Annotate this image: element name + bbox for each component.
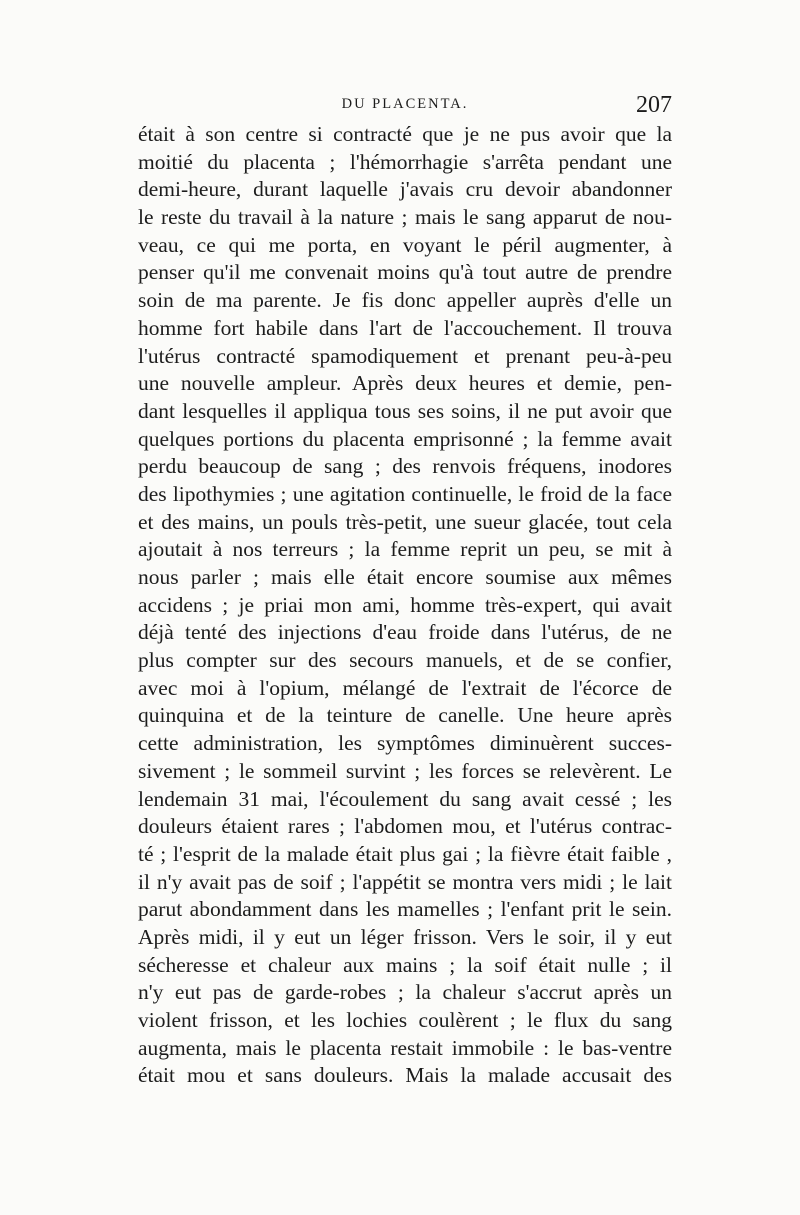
text-line: quelques portions du placenta emprisonné ; la femme avait (138, 426, 672, 451)
text-line: Après midi, il y eut un léger frisson. Vers le soir, il y eut (138, 924, 672, 949)
text-line: lendemain 31 mai, l'écoulement du sang avait cessé ; les (138, 786, 672, 811)
text-line: il n'y avait pas de soif ; l'appétit se montra vers midi ; le lait (138, 869, 672, 894)
text-line: dant lesquelles il appliqua tous ses soins, il ne put avoir que (138, 398, 672, 423)
text-line: était à son centre si contracté que je ne pus avoir que la (138, 122, 672, 146)
text-line: cette administration, les symptômes diminuèrent succes- (138, 731, 672, 756)
text-line: avec moi à l'opium, mélangé de l'extrait de l'écorce de (138, 675, 672, 700)
text-line: demi-heure, durant laquelle j'avais cru devoir abandonner (138, 177, 672, 202)
text-line: parut abondamment dans les mamelles ; l'enfant prit le sein. (138, 897, 672, 922)
text-line: augmenta, mais le placenta restait immobile : le bas-ventre (138, 1035, 672, 1060)
text-line: était mou et sans douleurs. Mais la malade accusait des (138, 1063, 672, 1088)
text-line: quinquina et de la teinture de canelle. Une heure après (138, 703, 672, 728)
text-line: sivement ; le sommeil survint ; les forces se relevèrent. Le (138, 758, 672, 783)
text-line: perdu beaucoup de sang ; des renvois fréquens, inodores (138, 454, 672, 479)
text-line: déjà tenté des injections d'eau froide dans l'utérus, de ne (138, 620, 672, 645)
text-line: des lipothymies ; une agitation continuelle, le froid de la face (138, 481, 672, 506)
text-line: le reste du travail à la nature ; mais le sang apparut de nou- (138, 205, 672, 230)
text-line: plus compter sur des secours manuels, et de se confier, (138, 648, 672, 673)
text-line: moitié du placenta ; l'hémorrhagie s'arrêta pendant une (138, 149, 672, 174)
text-line: l'utérus contracté spamodiquement et prenant peu-à-peu (138, 343, 672, 368)
text-line: penser qu'il me convenait moins qu'à tout autre de prendre (138, 260, 672, 285)
page-number: 207 (636, 92, 672, 118)
text-line: n'y eut pas de garde-robes ; la chaleur s'accrut après un (138, 980, 672, 1005)
text-line: ajoutait à nos terreurs ; la femme reprit un peu, se mit à (138, 537, 672, 562)
text-line: douleurs étaient rares ; l'abdomen mou, et l'utérus contrac- (138, 814, 672, 839)
text-line: et des mains, un pouls très-petit, une sueur glacée, tout cela (138, 509, 672, 534)
body-text (138, 121, 672, 1090)
text-line: té ; l'esprit de la malade était plus gai ; la fièvre était faible , (138, 841, 672, 866)
text-line: nous parler ; mais elle était encore soumise aux mêmes (138, 565, 672, 589)
text-line: accidens ; je priai mon ami, homme très-expert, qui avait (138, 592, 672, 617)
text-line: sécheresse et chaleur aux mains ; la soif était nulle ; il (138, 952, 672, 977)
running-header (138, 92, 672, 122)
text-line: une nouvelle ampleur. Après deux heures et demie, pen- (138, 371, 672, 396)
text-line: soin de ma parente. Je fis donc appeller auprès d'elle un (138, 288, 672, 313)
text-line: violent frisson, et les lochies coulèrent ; le flux du sang (138, 1008, 672, 1032)
running-title: DU PLACENTA. (341, 96, 469, 112)
text-line: homme fort habile dans l'art de l'accouchement. Il trouva (138, 315, 672, 340)
text-line: veau, ce qui me porta, en voyant le péril augmenter, à (138, 232, 672, 257)
